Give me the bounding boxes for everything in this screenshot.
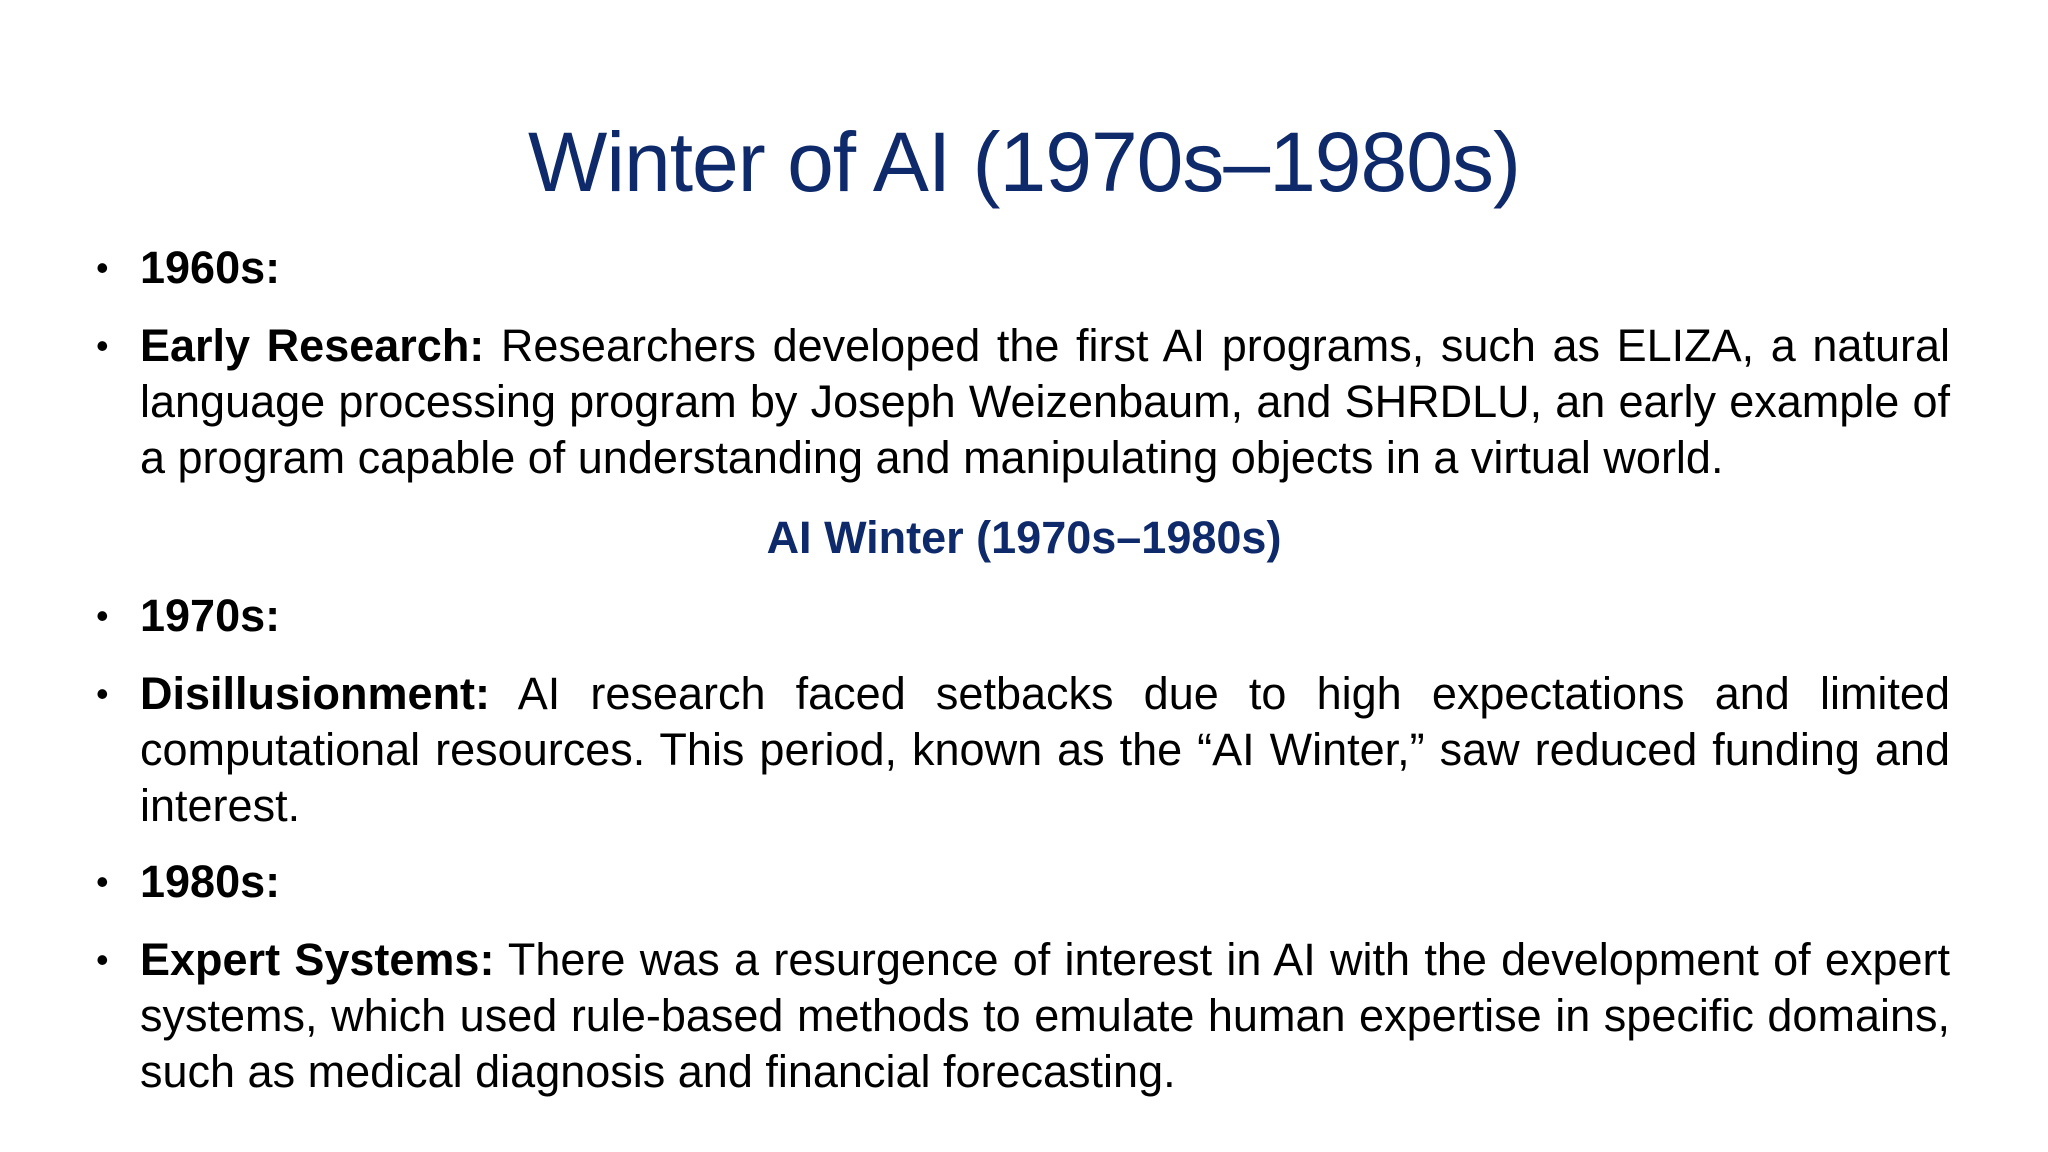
- slide-title: Winter of AI (1970s–1980s): [528, 115, 1520, 209]
- bullet-1970s: [96, 588, 1950, 644]
- bullet-dot: •: [96, 325, 109, 366]
- bullet-early-research: [96, 318, 1950, 486]
- bullet-label: 1960s:: [140, 242, 281, 293]
- bullet-dot: •: [96, 595, 109, 636]
- bullet-expert-systems: [96, 932, 1950, 1100]
- bullet-dot: •: [96, 247, 109, 288]
- bullet-disillusionment: [96, 666, 1950, 834]
- bullet-label: Early Research:: [140, 320, 485, 371]
- bullet-dot: •: [96, 939, 109, 980]
- bullet-dot: •: [96, 673, 109, 714]
- bullet-label: Expert Systems:: [140, 934, 495, 985]
- bullet-1960s: [96, 240, 1950, 296]
- bullet-text: There was a resurgence of interest in AI with the development of expert systems, which used rule-based methods to emulate human expertise in specific domains, such as medical diagnosis and financial forecasting.: [140, 934, 1950, 1097]
- bullet-text: AI research faced setbacks due to high expectations and limited computational resources. This period, known as the “AI Winter,” saw reduced funding and interest.: [140, 668, 1950, 831]
- bullet-label: Disillusionment:: [140, 668, 491, 719]
- bullet-1980s: [96, 854, 1950, 910]
- bullet-label: 1970s:: [140, 590, 281, 641]
- bullet-text: Researchers developed the first AI programs, such as ELIZA, a natural language processing program by Joseph Weizenbaum, and SHRDLU, an early example of a program capable of understanding and manipulating objects in a virtual world.: [140, 320, 1950, 483]
- bullet-label: 1980s:: [140, 856, 281, 907]
- section-subheading: AI Winter (1970s–1980s): [766, 512, 1282, 563]
- bullet-dot: •: [96, 861, 109, 902]
